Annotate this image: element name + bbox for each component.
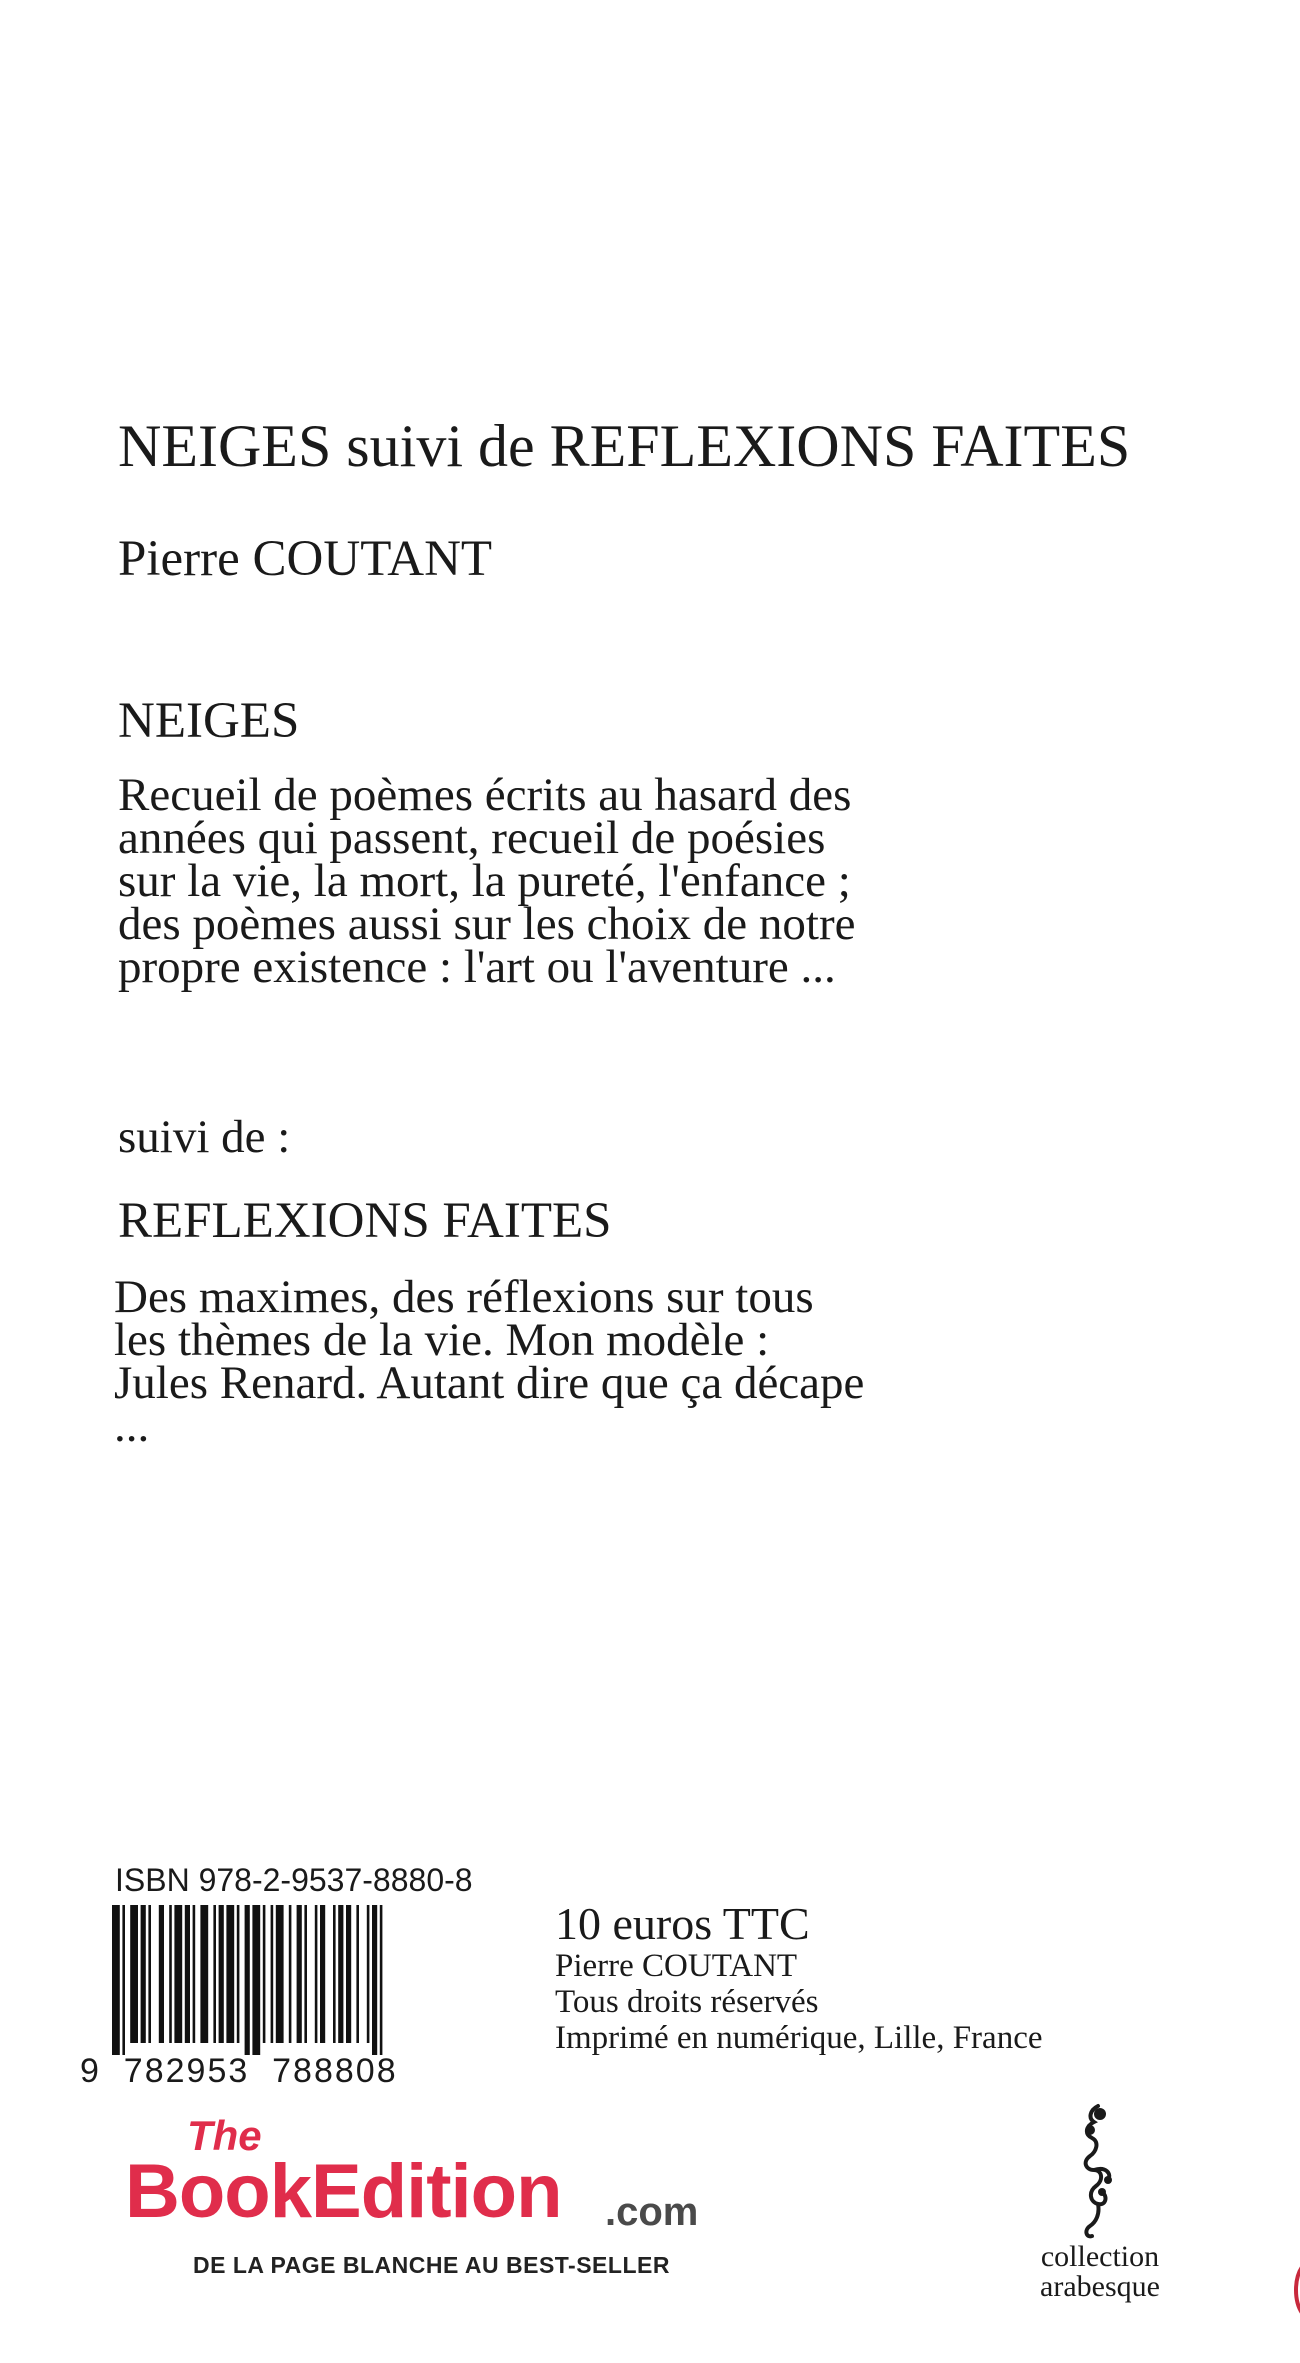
- barcode: [112, 1905, 492, 2055]
- section-description-reflexions: [114, 1271, 994, 1452]
- rights-notice: Tous droits réservés: [555, 1984, 819, 2020]
- barcode-bar: [148, 1905, 151, 2043]
- pricing-block: [555, 1900, 1043, 2056]
- collection-line1: collection: [1040, 2240, 1160, 2273]
- barcode-bar: [193, 1905, 196, 2043]
- text-line: sur la vie, la mort, la pureté, l'enfance ;: [118, 855, 851, 907]
- barcode-bar: [169, 1905, 172, 2043]
- text-line: des poèmes aussi sur les choix de notre: [118, 898, 856, 950]
- barcode-bar: [200, 1905, 208, 2043]
- text-line: propre existence : l'art ou l'aventure ...: [118, 941, 836, 993]
- isbn-label: ISBN 978-2-9537-8880-8: [115, 1862, 473, 1898]
- price: 10 euros TTC: [555, 1898, 810, 1949]
- logo-name: BookEdition: [125, 2149, 562, 2234]
- publisher-author: Pierre COUTANT: [555, 1948, 798, 1984]
- barcode-bar: [112, 1905, 120, 2055]
- barcode-bar: [372, 1905, 377, 2055]
- barcode-bar: [304, 1905, 307, 2043]
- barcode-bar: [185, 1905, 190, 2043]
- barcode-digits: 9 782953 788808: [80, 2052, 398, 2090]
- book-author: Pierre COUTANT: [118, 531, 493, 587]
- barcode-bar: [226, 1905, 234, 2043]
- logo-tagline: DE LA PAGE BLANCHE AU BEST-SELLER: [193, 2252, 670, 2278]
- barcode-bar: [245, 1905, 250, 2055]
- text-line: années qui passent, recueil de poésies: [118, 812, 826, 864]
- barcode-bar: [159, 1905, 164, 2043]
- barcode-bar: [356, 1905, 359, 2043]
- barcode-bar: [271, 1905, 274, 2043]
- collection-label: [1020, 2242, 1180, 2302]
- barcode-bar: [141, 1905, 146, 2043]
- print-location: Imprimé en numérique, Lille, France: [555, 2020, 1043, 2056]
- logo-the: The: [187, 2112, 262, 2159]
- text-line: ...: [114, 1400, 150, 1452]
- barcode-bar: [174, 1905, 182, 2043]
- arabesque-icon: [1060, 2100, 1130, 2240]
- barcode-bar: [315, 1905, 318, 2043]
- barcode-bar: [333, 1905, 336, 2043]
- barcode-bar: [346, 1905, 351, 2043]
- barcode-bar: [367, 1905, 370, 2043]
- section-description-neiges: [118, 769, 1018, 993]
- barcode-bar: [237, 1905, 240, 2043]
- barcode-bar: [276, 1905, 284, 2043]
- barcode-bar: [252, 1905, 260, 2055]
- logo-domain: .com: [605, 2190, 699, 2234]
- barcode-bar: [130, 1905, 138, 2043]
- text-line: Recueil de poèmes écrits au hasard des: [118, 769, 852, 821]
- barcode-graphic: [112, 1905, 492, 2055]
- barcode-bar: [320, 1905, 325, 2043]
- section-heading-neiges: NEIGES: [118, 693, 300, 749]
- collection-line2: arabesque: [1040, 2270, 1160, 2303]
- bookedition-logo: [125, 2112, 725, 2282]
- connector-text: suivi de :: [118, 1111, 291, 1163]
- text-line: les thèmes de la vie. Mon modèle :: [114, 1314, 770, 1366]
- barcode-bar: [122, 1905, 125, 2055]
- text-line: Des maximes, des réflexions sur tous: [114, 1271, 814, 1323]
- barcode-bar: [213, 1905, 216, 2043]
- edge-mark: [1292, 2265, 1300, 2315]
- barcode-bar: [263, 1905, 266, 2043]
- barcode-bar: [297, 1905, 302, 2043]
- book-title: NEIGES suivi de REFLEXIONS FAITES: [118, 413, 1131, 479]
- barcode-bar: [219, 1905, 224, 2043]
- section-heading-reflexions: REFLEXIONS FAITES: [118, 1193, 612, 1249]
- barcode-bar: [338, 1905, 343, 2043]
- barcode-bar: [289, 1905, 292, 2043]
- barcode-bar: [380, 1905, 383, 2055]
- text-line: Jules Renard. Autant dire que ça décape: [114, 1357, 865, 1409]
